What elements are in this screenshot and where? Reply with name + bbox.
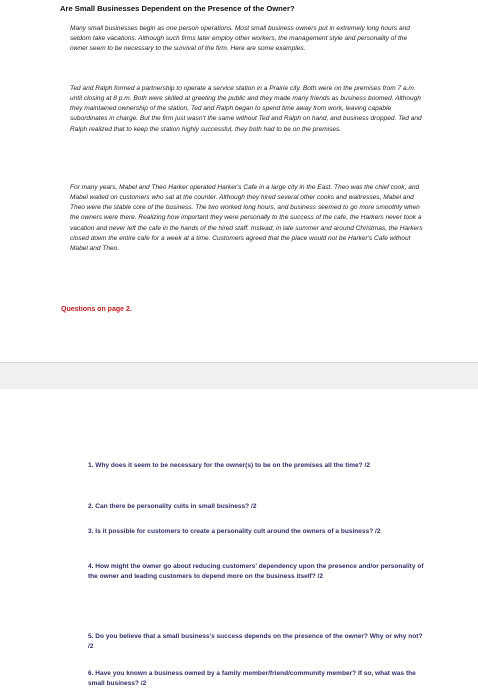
question-3: 3. Is it possible for customers to create a personality cult around the owners of a business? /2	[88, 528, 381, 535]
document-page-2	[0, 389, 478, 700]
question-5: 5. Do you believe that a small business's success depends on the presence of the owner? Why or why not? /2	[88, 633, 423, 651]
page-separator	[0, 362, 478, 390]
paragraph-harkers-cafe: For many years, Mabel and Theo Harker operated Harker's Cafe in a large city in the East. Theo was the chief cook, and Mabel waited on customers who sat at the counter. Although they hired several other cooks and waitresses, Mabel and Theo were the stable core of the business. The two worked long hours, and business seemed to go more smoothly when the owners were there. Realizing how important they were personally to the success of the cafe, the Harkers never took a vacation and never left the cafe in the hands of the hired staff. Instead, in late summer and around Christmas, the Harkers closed down the entire cafe for a week at a time. Customers agreed that the place would not be Harker's Cafe without Mabel and Theo.	[70, 184, 423, 252]
questions-link[interactable]: Questions on page 2.	[61, 306, 132, 313]
paragraph-intro: Many small businesses begin as one person operations. Most small business owners put in extremely long hours and seldom take vacations. Although such firms later employ other workers, the management style and personality of the owner seem to be necessary to the survival of the firm. Here are some examples.	[70, 25, 410, 53]
question-2: 2. Can there be personality cults in small business? /2	[88, 503, 257, 510]
question-6: 6. Have you known a business owned by a family member/friend/community member? If so, what was the small business? /2	[88, 670, 416, 688]
question-1: 1. Why does it seem to be necessary for the owner(s) to be on the premises all the time? /2	[88, 462, 370, 469]
paragraph-ted-ralph: Ted and Ralph formed a partnership to operate a service station in a Prairie city. Both were on the premises from 7 a.m. until closing at 8 p.m. Both were skilled at greeting the public and they made many friends as business boomed. Although they maintained ownership of the station, Ted and Ralph began to spend time away from work, leaving capable subordinates in charge. But the firm just wasn't the same without Ted and Ralph on hand, and business dropped. Ted and Ralph realized that to keep the station highly successful, they both had to be on the premises.	[70, 85, 422, 133]
document-title: Are Small Businesses Dependent on the Presence of the Owner?	[60, 4, 295, 13]
question-4: 4. How might the owner go about reducing customers' dependency upon the presence and/or personality of the owner and leading customers to depend more on the business itself? /2	[88, 563, 424, 581]
